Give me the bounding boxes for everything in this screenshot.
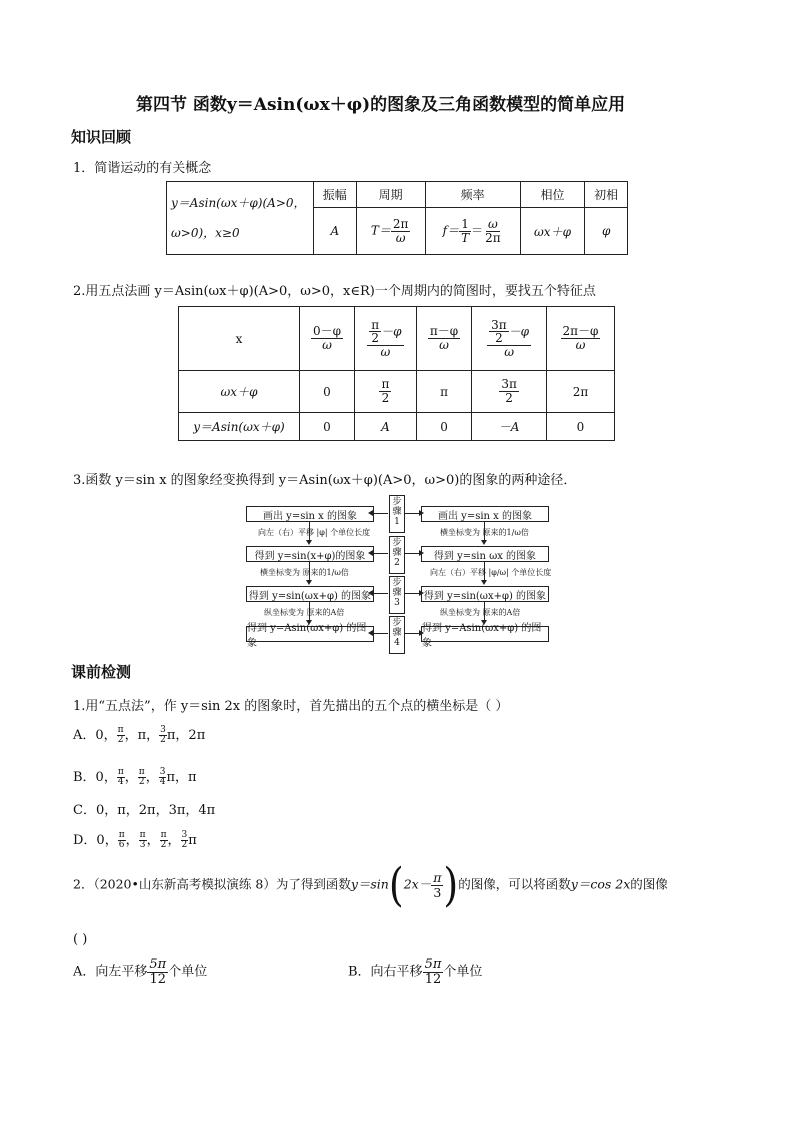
table2-wx3: π — [416, 371, 471, 413]
wx2-num: π — [381, 377, 390, 392]
q1-d-f3-den: 2 — [160, 840, 167, 850]
table2-row-x-label: x — [179, 307, 300, 371]
q1-b-f3-den: 4 — [159, 777, 166, 787]
x1-den: ω — [322, 338, 332, 352]
table2-x2 — [354, 307, 416, 371]
x2-tail: －φ — [381, 324, 402, 339]
table1-header-frequency: 频率 — [425, 182, 520, 208]
q2-a-label: A．向左平移 — [73, 964, 148, 980]
table2-wx5: 2π — [546, 371, 614, 413]
q2-answer-blank: ( ) — [73, 932, 88, 947]
flow-left-label-1: 向左（右）平移 |φ| 个单位长度 — [258, 528, 371, 537]
q1-a-f2-num: 3 — [160, 725, 166, 735]
q2-inner-den: 3 — [433, 884, 442, 900]
wx2-den: 2 — [381, 391, 390, 405]
flow-step-3: 步骤3 — [389, 576, 405, 614]
table1-amplitude-value: A — [314, 208, 357, 255]
table2-wx1: 0 — [300, 371, 355, 413]
page-title: 第四节 函数y＝Asin(ωx＋φ)的图象及三角函数模型的简单应用 — [136, 95, 626, 115]
flow-left-box-1: 画出 y=sin x 的图象 — [246, 506, 374, 522]
q2-open-paren: ( — [388, 858, 404, 912]
table2-x4 — [472, 307, 547, 371]
q1-d-sep3: ， — [167, 833, 181, 848]
table1-header-initial-phase: 初相 — [585, 182, 628, 208]
table2-y2: A — [354, 413, 416, 441]
q1-option-c[interactable]: C．0，π，2π，3π，4π — [73, 803, 216, 818]
table1-header-period: 周期 — [356, 182, 425, 208]
period-lhs: T＝ — [370, 223, 391, 238]
x4-top-num: 3π — [491, 317, 507, 332]
table1-lead-cell — [167, 182, 314, 255]
flow-right-label-3: 纵坐标变为 原来的A倍 — [440, 608, 521, 617]
q1-d-f4-den: 2 — [181, 840, 188, 850]
freq-num1: 1 — [461, 216, 469, 231]
x4-tail: －φ — [508, 324, 530, 339]
table2-y5: 0 — [546, 413, 614, 441]
table2-x3 — [416, 307, 471, 371]
q2-b-num: 5π — [424, 957, 442, 972]
x2-den: ω — [380, 344, 391, 359]
q1-d-sep1: ， — [125, 833, 139, 848]
flow-right-label-2: 向左（右）平移 |φ/ω| 个单位长度 — [430, 568, 552, 577]
q1-option-b[interactable] — [73, 766, 197, 787]
flow-right-box-1: 画出 y=sin x 的图象 — [421, 506, 549, 522]
q1-d-f1-num: π — [118, 830, 125, 840]
flow-arrow-h-l2 — [373, 553, 388, 554]
period-num: 2π — [392, 216, 409, 231]
table2-wx4 — [472, 371, 547, 413]
q2-stem-post: 的图像，可以将函数 — [458, 876, 571, 892]
flow-arrow-h-r1 — [405, 513, 419, 514]
x1-num: 0－φ — [312, 324, 341, 339]
q1-option-d[interactable] — [73, 829, 197, 850]
q2-inner-num: π — [433, 870, 442, 886]
flow-arrow-h-r3 — [405, 593, 419, 594]
flow-left-box-2: 得到 y=sin(x+φ)的图象 — [246, 546, 374, 562]
table2-y1: 0 — [300, 413, 355, 441]
freq-den1: T — [461, 230, 470, 245]
q2-b-label: B．向右平移 — [348, 964, 423, 980]
q1-a-f1-den: 2 — [117, 735, 124, 745]
section-heading-pretest: 课前检测 — [71, 663, 132, 681]
flow-right-box-4: 得到 y=Asin(ωx+φ) 的图象 — [421, 626, 549, 642]
x5-den: ω — [575, 338, 586, 352]
flow-left-label-3: 纵坐标变为 原来的A倍 — [264, 608, 345, 617]
five-point-table — [178, 306, 615, 441]
table2-y3: 0 — [416, 413, 471, 441]
table2-x5 — [546, 307, 614, 371]
x3-num: π－φ — [429, 324, 459, 339]
q1-b-end: π，π — [166, 770, 197, 785]
wx4-den: 2 — [505, 391, 513, 405]
item-1-text: 1．简谐运动的有关概念 — [73, 161, 212, 176]
table2-row-wx-label: ωx＋φ — [179, 371, 300, 413]
wx4-num: 3π — [501, 377, 517, 392]
q1-d-end: π — [188, 833, 197, 848]
q1-option-a[interactable] — [73, 724, 205, 745]
flow-right-box-2: 得到 y=sin ωx 的图象 — [421, 546, 549, 562]
table1-initial-phase-value: φ — [585, 208, 628, 255]
flow-arrow-h-r2 — [405, 553, 419, 554]
flow-step-1: 步骤1 — [389, 495, 405, 533]
freq-eq: ＝ — [471, 223, 484, 238]
freq-den2: 2π — [485, 230, 501, 245]
q1-b-label: B．0， — [73, 770, 117, 785]
q2-close-paren: ) — [443, 858, 459, 912]
harmonic-concepts-table — [166, 181, 628, 255]
q2-option-a[interactable] — [73, 958, 207, 986]
flow-arrow-h-l1 — [373, 513, 388, 514]
flow-right-label-1: 横坐标变为 原来的1/ω倍 — [440, 528, 529, 537]
freq-num2: ω — [488, 216, 498, 231]
table1-lead-line1: y＝Asin(ωx＋φ)(A>0， — [171, 196, 306, 210]
table1-header-amplitude: 振幅 — [314, 182, 357, 208]
period-den: ω — [395, 230, 406, 245]
table2-y4: －A — [472, 413, 547, 441]
x4-top-den: 2 — [495, 331, 503, 346]
q2-b-unit: 个单位 — [443, 964, 483, 980]
q1-a-label: A．0， — [73, 728, 117, 743]
flow-right-box-3: 得到 y=sin(ωx+φ) 的图象 — [421, 586, 549, 602]
table1-period-value — [356, 208, 425, 255]
q2-inner-pre: 2x－ — [403, 876, 432, 892]
table2-x1 — [300, 307, 355, 371]
x2-top-den: 2 — [371, 331, 380, 346]
q1-a-rest2: π，2π — [166, 728, 206, 743]
table2-row-y-label: y＝Asin(ωx＋φ) — [179, 413, 300, 441]
q1-d-f2-den: 3 — [139, 840, 146, 850]
q1-stem: 1.用“五点法”，作 y＝sin 2x 的图象时，首先描出的五个点的横坐标是（ ） — [73, 699, 509, 714]
table1-frequency-value — [425, 208, 520, 255]
flow-left-box-4: 得到 y=Asin(ωx+φ) 的图象 — [246, 626, 374, 642]
flow-arrow-h-r4 — [405, 633, 419, 634]
q1-d-f1-den: 6 — [118, 840, 125, 850]
q2-stem-pre: 2．（2020•山东新高考模拟演练 8）为了得到函数 — [73, 876, 351, 892]
q2-stem-end: 的图像 — [630, 876, 668, 892]
freq-lhs: f＝ — [442, 223, 460, 238]
section-heading-review: 知识回顾 — [71, 128, 132, 146]
table2-wx2 — [354, 371, 416, 413]
q1-d-label: D．0， — [73, 833, 118, 848]
q1-d-sep2: ， — [146, 833, 160, 848]
q2-b-den: 12 — [424, 971, 442, 987]
x5-num: 2π－φ — [562, 324, 599, 339]
q1-b-sep1: ， — [124, 770, 138, 785]
table1-phase-value: ωx＋φ — [520, 208, 585, 255]
flow-step-4: 步骤4 — [389, 616, 405, 654]
item-3-text: 3.函数 y＝sin x 的图象经变换得到 y＝Asin(ωx＋φ)(A>0，ω>0)的图象的两种途径． — [73, 473, 577, 488]
q1-b-sep2: ， — [145, 770, 159, 785]
x3-den: ω — [439, 338, 449, 352]
q2-a-unit: 个单位 — [168, 964, 208, 980]
q2-a-den: 12 — [149, 971, 167, 987]
q1-d-f2-num: π — [139, 830, 146, 840]
flow-left-label-2: 横坐标变为 原来的1/ω倍 — [260, 568, 349, 577]
q1-b-f1-den: 4 — [117, 777, 124, 787]
q2-a-num: 5π — [149, 957, 167, 972]
q2-cos-part: y＝cos 2x — [570, 876, 631, 892]
q1-d-f4-num: 3 — [181, 830, 188, 840]
flow-arrow-h-l3 — [373, 593, 388, 594]
q1-b-f1-num: π — [117, 767, 124, 777]
q1-b-f3-num: 3 — [159, 767, 166, 777]
q2-stem — [73, 858, 668, 912]
q1-b-f2-den: 2 — [138, 777, 145, 787]
item-2-text: 2.用五点法画 y＝Asin(ωx＋φ)(A>0，ω>0，x∈R)一个周期内的简图时，要找五个特征点 — [73, 284, 596, 299]
table1-lead-line2: ω>0)，x≥0 — [171, 226, 240, 240]
x2-top-num: π — [371, 317, 380, 332]
q1-d-f3-num: π — [160, 830, 167, 840]
flow-arrow-h-l4 — [373, 633, 388, 634]
q1-a-f1-num: π — [117, 725, 124, 735]
table1-header-phase: 相位 — [520, 182, 585, 208]
x4-den: ω — [504, 344, 514, 359]
flow-left-box-3: 得到 y=sin(ωx+φ) 的图象 — [246, 586, 374, 602]
q2-y-eq: y＝sin — [350, 876, 389, 892]
q2-option-b[interactable] — [348, 958, 482, 986]
flow-step-2: 步骤2 — [389, 536, 405, 574]
q1-a-f2-den: 2 — [160, 735, 166, 745]
q1-b-f2-num: π — [138, 767, 145, 777]
q1-a-rest1: ，π， — [124, 728, 160, 743]
